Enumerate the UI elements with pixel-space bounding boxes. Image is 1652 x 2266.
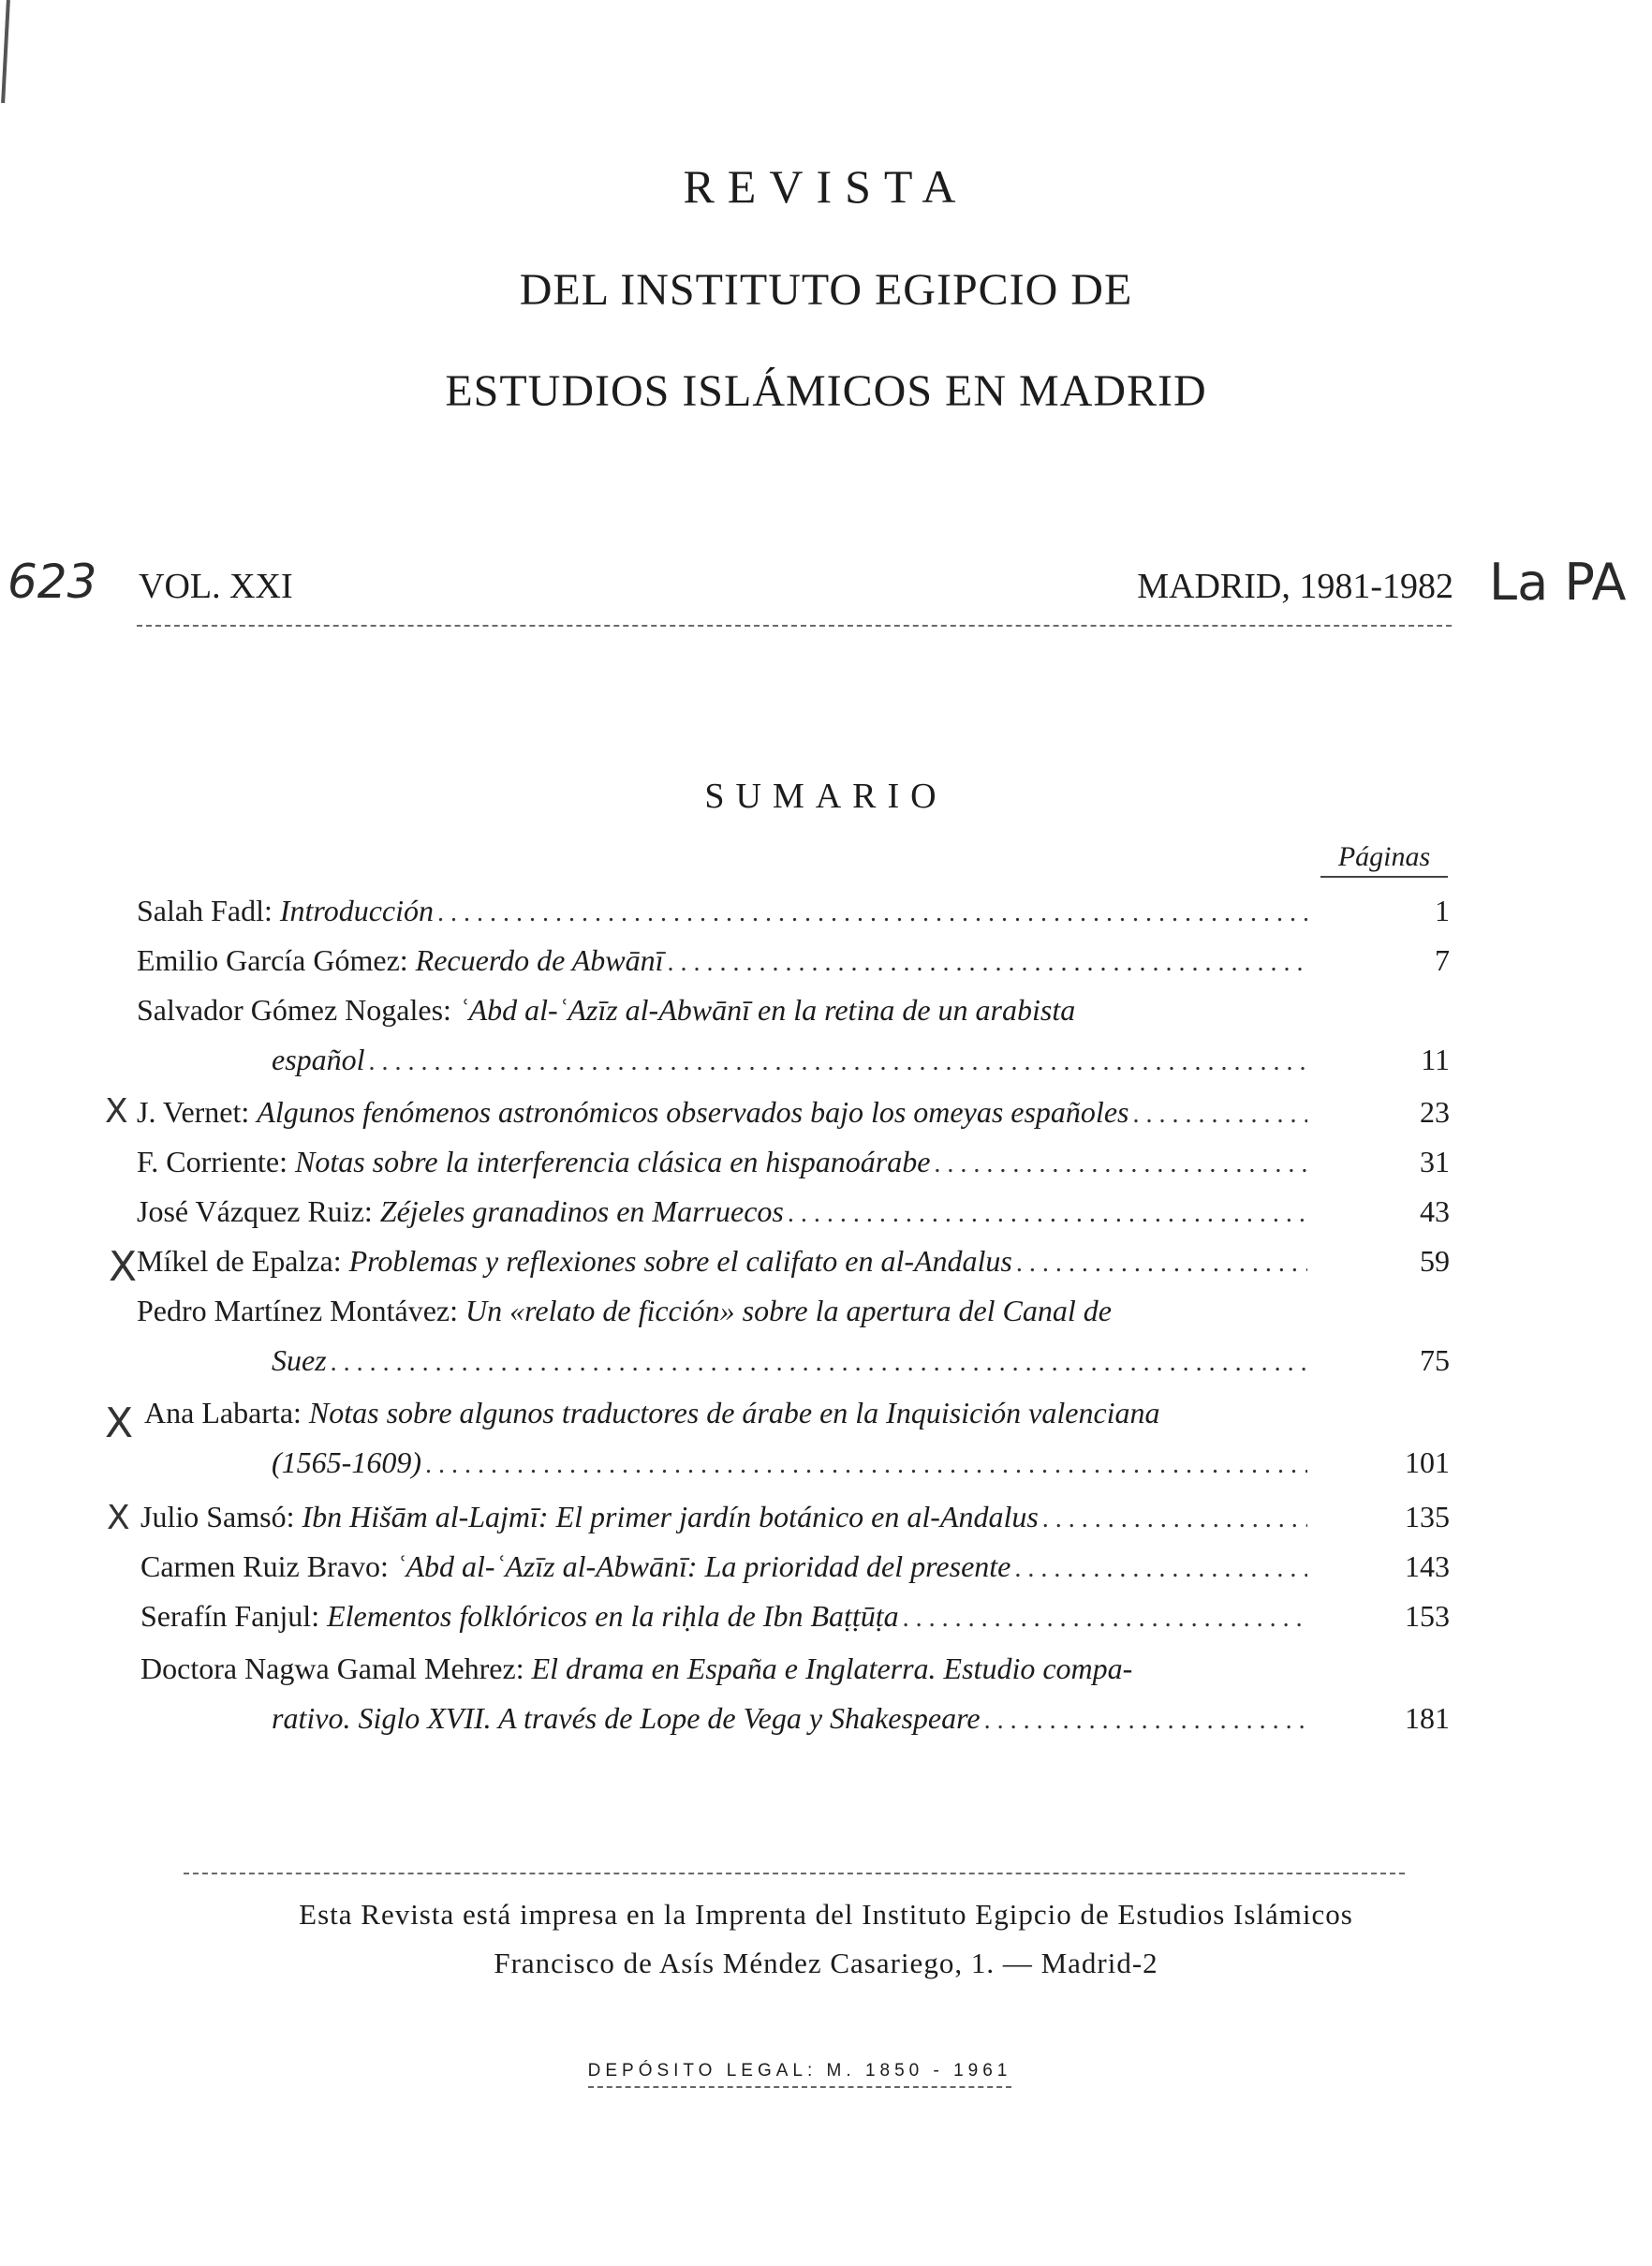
list-item (137, 1145, 1307, 1190)
list-item-continuation (272, 1043, 1307, 1088)
entry-page-number: 75 (1420, 1343, 1450, 1377)
leader-dots (365, 1047, 1307, 1077)
entry-page-number: 143 (1405, 1549, 1450, 1583)
legal-deposit-box (547, 2061, 1053, 2088)
handwritten-number: 623 (7, 555, 97, 609)
entry-text: Salah Fadl: Introducción (137, 894, 434, 927)
entry-text: Salvador Gómez Nogales: ʿAbd al-ʿAzīz al-Abwānī en la retina de un arabista (137, 993, 1076, 1027)
entry-title-continuation: Suez (272, 1343, 327, 1377)
leader-dots (899, 1604, 1307, 1634)
handwritten-note: La PA (1489, 553, 1627, 612)
leader-dots (327, 1348, 1307, 1378)
leader-dots (421, 1450, 1307, 1480)
leader-dots (1039, 1504, 1307, 1534)
list-item-continuation (272, 1701, 1307, 1746)
list-item (140, 1500, 1307, 1545)
volume-label: VOL. XXI (139, 567, 293, 606)
entry-text: J. Vernet: Algunos fenómenos astronómicos observados bajo los omeyas españoles (137, 1095, 1129, 1129)
entry-text: Ana Labarta: Notas sobre algunos traductores de árabe en la Inquisición valenciana (144, 1396, 1160, 1429)
list-item-continuation (272, 1445, 1307, 1490)
place-date: MADRID, 1981-1982 (1137, 567, 1453, 606)
imprint-line-2: Francisco de Asís Méndez Casariego, 1. — Madrid-2 (494, 1947, 1158, 1979)
journal-title-line2: DEL INSTITUTO EGIPCIO DE (519, 265, 1133, 315)
legal-deposit: DEPÓSITO LEGAL: M. 1850 - 1961 (588, 2061, 1012, 2088)
entry-text: Serafín Fanjul: Elementos folklóricos en la riḥla de Ibn Baṭṭūṭa (140, 1599, 899, 1633)
list-item (137, 894, 1307, 939)
header-divider (137, 625, 1452, 627)
imprint-line-1: Esta Revista está impresa en la Imprenta del Instituto Egipcio de Estudios Islámicos (299, 1898, 1353, 1931)
list-item (137, 943, 1307, 988)
leader-dots (664, 948, 1308, 978)
entry-text: Carmen Ruiz Bravo: ʿAbd al-ʿAzīz al-Abwānī: La prioridad del presente (140, 1549, 1011, 1583)
entry-text: Míkel de Epalza: Problemas y reflexiones sobre el califato en al-Andalus (137, 1244, 1012, 1278)
entry-title-continuation: español (272, 1043, 365, 1076)
leader-dots (1128, 1100, 1307, 1130)
entry-page-number: 11 (1421, 1043, 1450, 1076)
entry-text: F. Corriente: Notas sobre la interferencia clásica en hispanoárabe (137, 1145, 931, 1178)
leader-dots (930, 1149, 1307, 1179)
entry-page-number: 59 (1420, 1244, 1450, 1278)
entry-page-number: 1 (1435, 894, 1450, 927)
entry-text: José Vázquez Ruiz: Zéjeles granadinos en Marruecos (137, 1194, 784, 1228)
entry-title-continuation: rativo. Siglo XVII. A través de Lope de Vega y Shakespeare (272, 1701, 981, 1735)
entry-text: Doctora Nagwa Gamal Mehrez: El drama en España e Inglaterra. Estudio compa- (140, 1651, 1133, 1685)
leader-dots (1012, 1249, 1307, 1279)
footer-divider (184, 1873, 1405, 1874)
journal-title-line3: ESTUDIOS ISLÁMICOS EN MADRID (445, 366, 1207, 416)
list-item (137, 1194, 1307, 1239)
entry-title-continuation: (1565-1609) (272, 1445, 421, 1479)
list-item (137, 1244, 1307, 1289)
scan-edge-mark (1, 0, 10, 103)
entry-page-number: 181 (1405, 1701, 1450, 1735)
entry-page-number: 23 (1420, 1095, 1450, 1129)
entry-text: Pedro Martínez Montávez: Un «relato de ficción» sobre la apertura del Canal de (137, 1294, 1112, 1327)
entry-text: Emilio García Gómez: Recuerdo de Abwānī (137, 943, 664, 977)
margin-x-mark: X (109, 1243, 138, 1291)
entry-page-number: 135 (1405, 1500, 1450, 1533)
entry-page-number: 31 (1420, 1145, 1450, 1178)
leader-dots (981, 1706, 1307, 1736)
leader-dots (434, 898, 1307, 928)
list-item (140, 1651, 1307, 1696)
list-item (137, 993, 1307, 1038)
list-item (137, 1294, 1307, 1339)
entry-text: Julio Samsó: Ibn Hišām al-Lajmī: El primer jardín botánico en al-Andalus (140, 1500, 1039, 1533)
sumario-heading: SUMARIO (704, 777, 948, 816)
leader-dots (1010, 1554, 1307, 1584)
list-item (140, 1599, 1307, 1644)
list-item (140, 1549, 1307, 1594)
entry-page-number: 101 (1405, 1445, 1450, 1479)
entry-page-number: 7 (1435, 943, 1450, 977)
leader-dots (784, 1199, 1307, 1229)
pages-column-label: Páginas (1320, 841, 1448, 878)
entry-page-number: 43 (1420, 1194, 1450, 1228)
list-item-continuation (272, 1343, 1307, 1388)
journal-title-revista: REVISTA (683, 160, 969, 213)
list-item (144, 1396, 1307, 1441)
margin-x-mark: X (105, 1400, 134, 1447)
list-item (137, 1095, 1307, 1140)
margin-x-mark: X (105, 1092, 128, 1131)
entry-page-number: 153 (1405, 1599, 1450, 1633)
margin-x-mark: X (107, 1499, 130, 1537)
